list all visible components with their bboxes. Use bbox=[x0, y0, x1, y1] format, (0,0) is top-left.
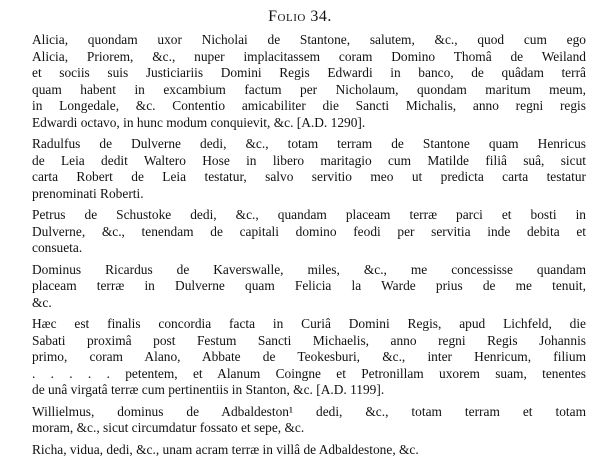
entry-radulfus bbox=[16, 136, 586, 202]
entry-line: Richa, vidua, dedi, &c., unam acram terræ in villâ de Adbaldestone, &c. bbox=[32, 441, 419, 457]
entry-willielmus bbox=[16, 404, 586, 437]
entry-line: . . . . . petentem, et Alanum Coingne et Petronillam uxorem suam, tenentes bbox=[32, 365, 586, 381]
entry-line: Dominus Ricardus de Kaverswalle, miles, &c., me concessisse quandam bbox=[32, 261, 586, 277]
entry-line: quam habent in excambium factum per Nicholaum, quondam maritum meum, bbox=[32, 81, 586, 97]
entry-line: placeam terræ in Dulverne quam Felicia la Warde prius de me tenuit, bbox=[32, 278, 586, 293]
entry-line: Willielmus, dominus de Adbaldeston¹ dedi, &c., totam terram et totam bbox=[32, 403, 586, 419]
entry-line: &c. bbox=[32, 294, 52, 310]
entry-line: de unâ virgatâ terræ cum pertinentiis in Stanton, &c. [A.D. 1199]. bbox=[32, 382, 385, 397]
entry-line: carta Robert de Leia testatur, salvo servitio meo ut predicta carta testatur bbox=[32, 169, 586, 184]
entry-line: consueta. bbox=[32, 240, 83, 255]
entry-line: primo, coram Alano, Abbate de Teokesburi, &c., inter Henricum, filium bbox=[32, 349, 586, 364]
entry-line: de Leia dedit Waltero Hose in libero maritagio cum Matilde filiâ suâ, sicut bbox=[32, 152, 586, 168]
entry-line: Alicia, quondam uxor Nicholai de Stantone, salutem, &c., quod cum ego bbox=[32, 32, 586, 47]
entry-line: Dulverne, &c., tenendam de capitali domino feodi per servitia inde debita et bbox=[32, 223, 586, 239]
entry-line: in Longedale, &c. Contentio amicabiliter die Sancti Michalis, anno regni regis bbox=[32, 98, 586, 113]
entry-line: et sociis suis Justiciariis Domini Regis Edwardi in banco, de quâdam terrâ bbox=[32, 65, 586, 80]
entry-line: moram, &c., sicut circumdatur fossato et sepe, &c. bbox=[32, 420, 305, 435]
entry-line: Sabati proximâ post Festum Sancti Michaelis, anno regni Regis Johannis bbox=[32, 332, 586, 348]
entry-petrus bbox=[16, 207, 586, 257]
entry-ricardus bbox=[16, 262, 586, 312]
entry-finalis-concordia bbox=[16, 316, 586, 399]
entry-line: Alicia, Priorem, &c., nuper implacitassem coram Domino Thomâ de Weiland bbox=[32, 48, 586, 64]
entry-alicia bbox=[16, 32, 586, 131]
entry-line: Radulfus de Dulverne dedi, &c., totam terram de Stantone quam Henricus bbox=[32, 136, 586, 151]
entry-line: prenominati Roberti. bbox=[32, 185, 144, 201]
entries-list bbox=[16, 32, 586, 463]
entry-line: Petrus de Schustoke dedi, &c., quandam placeam terræ parci et bosti in bbox=[32, 207, 586, 222]
entry-line: Hæc est finalis concordia facta in Curiâ Domini Regis, apud Lichfeld, die bbox=[32, 316, 586, 331]
entry-line: Edwardi octavo, in hunc modum conquievit, &c. [A.D. 1290]. bbox=[32, 114, 366, 130]
folio-title: Folio 34. bbox=[268, 8, 332, 25]
entry-richa bbox=[16, 442, 586, 459]
